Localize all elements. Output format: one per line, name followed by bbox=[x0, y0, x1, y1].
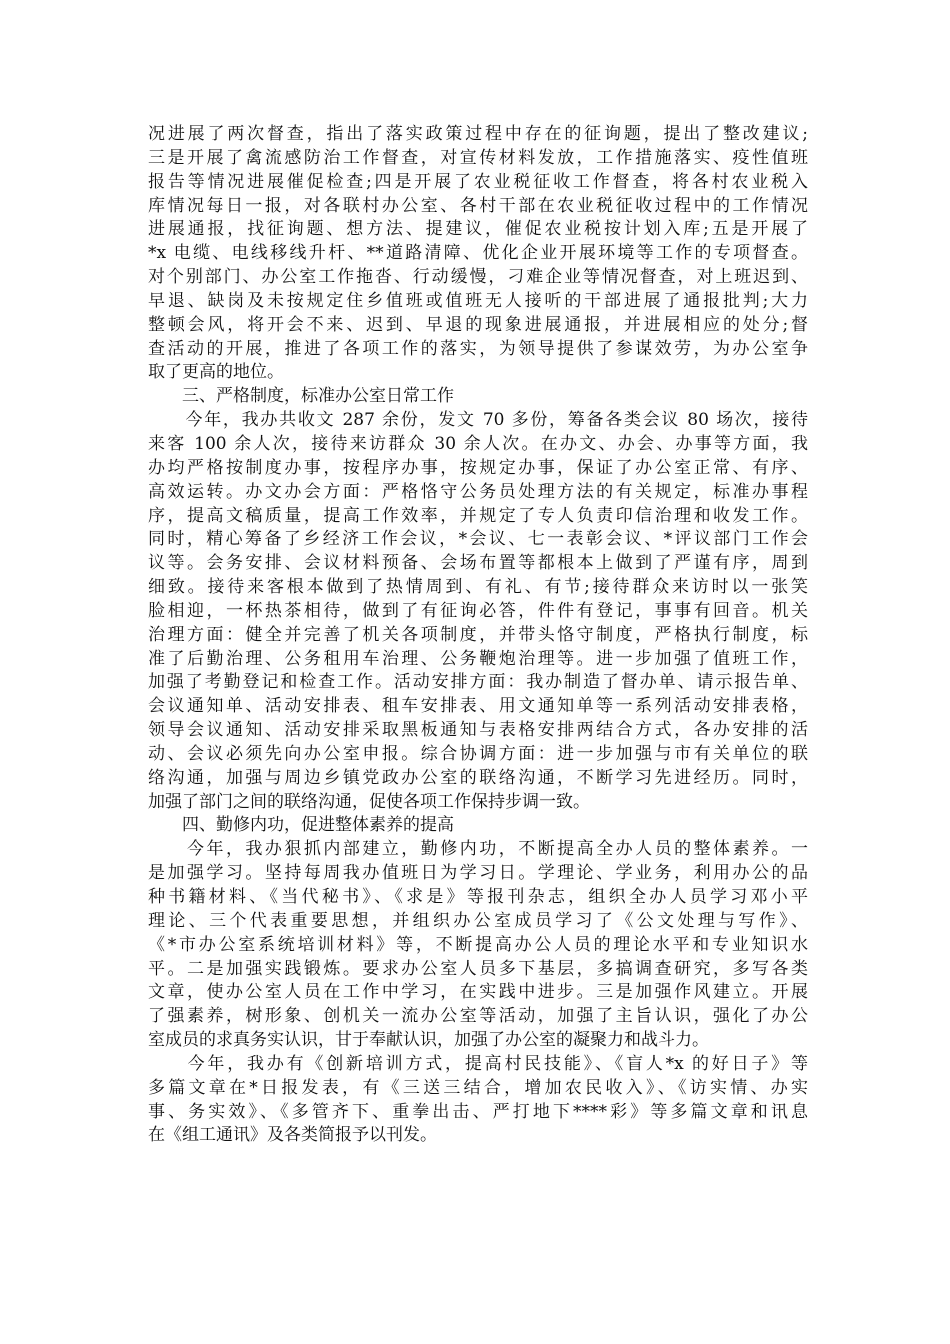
text-line: 报告等情况进展催促检查;四是开展了农业税征收工作督查，将各村农业税入 bbox=[148, 171, 808, 192]
text-line: 在《组工通讯》及各类简报予以刊发。 bbox=[148, 1125, 437, 1146]
text-line: 脸相迎，一杯热茶相待，做到了有征询必答，件件有登记，事事有回音。机关 bbox=[148, 600, 808, 621]
text-line: 高效运转。办文办会方面：严格恪守公务员处理方法的有关规定，标准办事程 bbox=[148, 481, 808, 502]
text-line: 进展通报，找征询题、想方法、提建议，催促农业税按计划入库;五是开展了 bbox=[148, 219, 808, 240]
text-line: 《*市办公室系统培训材料》等，不断提高办公人员的理论水平和专业知识水 bbox=[148, 934, 808, 955]
body-paragraph bbox=[148, 409, 808, 814]
text-line: 事、务实效》、《多管齐下、重拳出击、严打地下****彩》等多篇文章和讯息 bbox=[148, 1101, 808, 1122]
text-line: 对个别部门、办公室工作拖沓、行动缓慢，刁难企业等情况督查，对上班迟到、 bbox=[148, 267, 808, 288]
text-line: 早退、缺岗及未按规定住乡值班或值班无人接听的干部进展了通报批判;大力 bbox=[148, 290, 808, 311]
text-line: 来客 100 余人次，接待来访群众 30 余人次。在办文、办会、办事等方面，我 bbox=[148, 433, 808, 454]
section-heading: 四、勤修内功，促进整体素养的提高 bbox=[182, 815, 454, 836]
text-line: 文章，使办公室人员在工作中学习，在实践中进步。三是加强作风建立。开展 bbox=[148, 982, 808, 1003]
text-line: 今年，我办狠抓内部建立，勤修内功，不断提高全办人员的整体素养。一 bbox=[148, 839, 808, 860]
text-line: 今年，我办共收文 287 余份，发文 70 多份，筹备各类会议 80 场次，接待 bbox=[148, 410, 808, 431]
text-line: *x 电缆、电线移线升杆、**道路清障、优化企业开展环境等工作的专项督查。 bbox=[148, 243, 808, 264]
text-line: 动、会议必须先向办公室申报。综合协调方面：进一步加强与市有关单位的联 bbox=[148, 743, 808, 764]
body-paragraph bbox=[148, 123, 808, 385]
text-line: 会议通知单、活动安排表、租车安排表、用文通知单等一系列活动安排表格， bbox=[148, 696, 808, 717]
text-line: 三是开展了禽流感防治工作督查，对宣传材料发放，工作措施落实、疫性值班 bbox=[148, 147, 808, 168]
text-line: 今年，我办有《创新培训方式，提高村民技能》、《盲人*x 的好日子》等 bbox=[148, 1053, 808, 1074]
text-line: 领导会议通知、活动安排采取黑板通知与表格安排两结合方式，各办安排的活 bbox=[148, 720, 808, 741]
text-line: 整顿会风，将开会不来、迟到、早退的现象进展通报，并进展相应的处分;督 bbox=[148, 314, 808, 335]
body-paragraph bbox=[148, 838, 808, 1053]
text-line: 加强了考勤登记和检查工作。活动安排方面：我办制造了督办单、请示报告单、 bbox=[148, 672, 808, 693]
text-line: 准了后勤治理、公务租用车治理、公务鞭炮治理等。进一步加强了值班工作， bbox=[148, 648, 808, 669]
text-line: 是加强学习。坚持每周我办值班日为学习日。学理论、学业务，利用办公的品 bbox=[148, 863, 808, 884]
text-line: 治理方面：健全并完善了机关各项制度，并带头恪守制度，严格执行制度，标 bbox=[148, 624, 808, 645]
text-line: 同时，精心筹备了乡经济工作会议，*会议、七一表彰会议、*评议部门工作会 bbox=[148, 529, 808, 550]
text-line: 库情况每日一报，对各联村办公室、各村干部在农业税征收过程中的工作情况 bbox=[148, 195, 808, 216]
text-line: 查活动的开展，推进了各项工作的落实，为领导提供了参谋效劳，为办公室争 bbox=[148, 338, 808, 359]
text-line: 况进展了两次督查，指出了落实政策过程中存在的征询题，提出了整改建议; bbox=[148, 124, 808, 144]
text-line: 了强素养，树形象、创机关一流办公室等活动，加强了主旨认识，强化了办公 bbox=[148, 1006, 808, 1027]
text-line: 平。二是加强实践锻炼。要求办公室人员多下基层，多搞调查研究，多写各类 bbox=[148, 958, 808, 979]
text-line: 理论、三个代表重要思想，并组织办公室成员学习了《公文处理与写作》、 bbox=[148, 910, 808, 931]
text-line: 序，提高文稿质量，提高工作效率，并规定了专人负责印信治理和收发工作。 bbox=[148, 505, 808, 526]
text-line: 细致。接待来客根本做到了热情周到、有礼、有节;接待群众来访时以一张笑 bbox=[148, 577, 808, 598]
text-line: 多篇文章在*日报发表，有《三送三结合，增加农民收入》、《访实情、办实 bbox=[148, 1077, 808, 1098]
text-line: 种书籍材料、《当代秘书》、《求是》等报刊杂志，组织全办人员学习邓小平 bbox=[148, 887, 808, 907]
text-line: 议等。会务安排、会议材料预备、会场布置等都根本上做到了严谨有序，周到 bbox=[148, 553, 808, 574]
text-line: 络沟通，加强与周边乡镇党政办公室的联络沟通，不断学习先进经历。同时， bbox=[148, 767, 808, 788]
text-line: 室成员的求真务实认识，甘于奉献认识，加强了办公室的凝聚力和战斗力。 bbox=[148, 1030, 709, 1051]
text-line: 加强了部门之间的联络沟通，促使各项工作保持步调一致。 bbox=[148, 791, 590, 812]
text-line: 办均严格按制度办事，按程序办事，按规定办事，保证了办公室正常、有序、 bbox=[148, 457, 808, 478]
body-paragraph bbox=[148, 1053, 808, 1148]
document-body bbox=[148, 123, 808, 1148]
section-heading: 三、严格制度，标准办公室日常工作 bbox=[182, 386, 454, 407]
text-line: 取了更高的地位。 bbox=[148, 362, 284, 383]
